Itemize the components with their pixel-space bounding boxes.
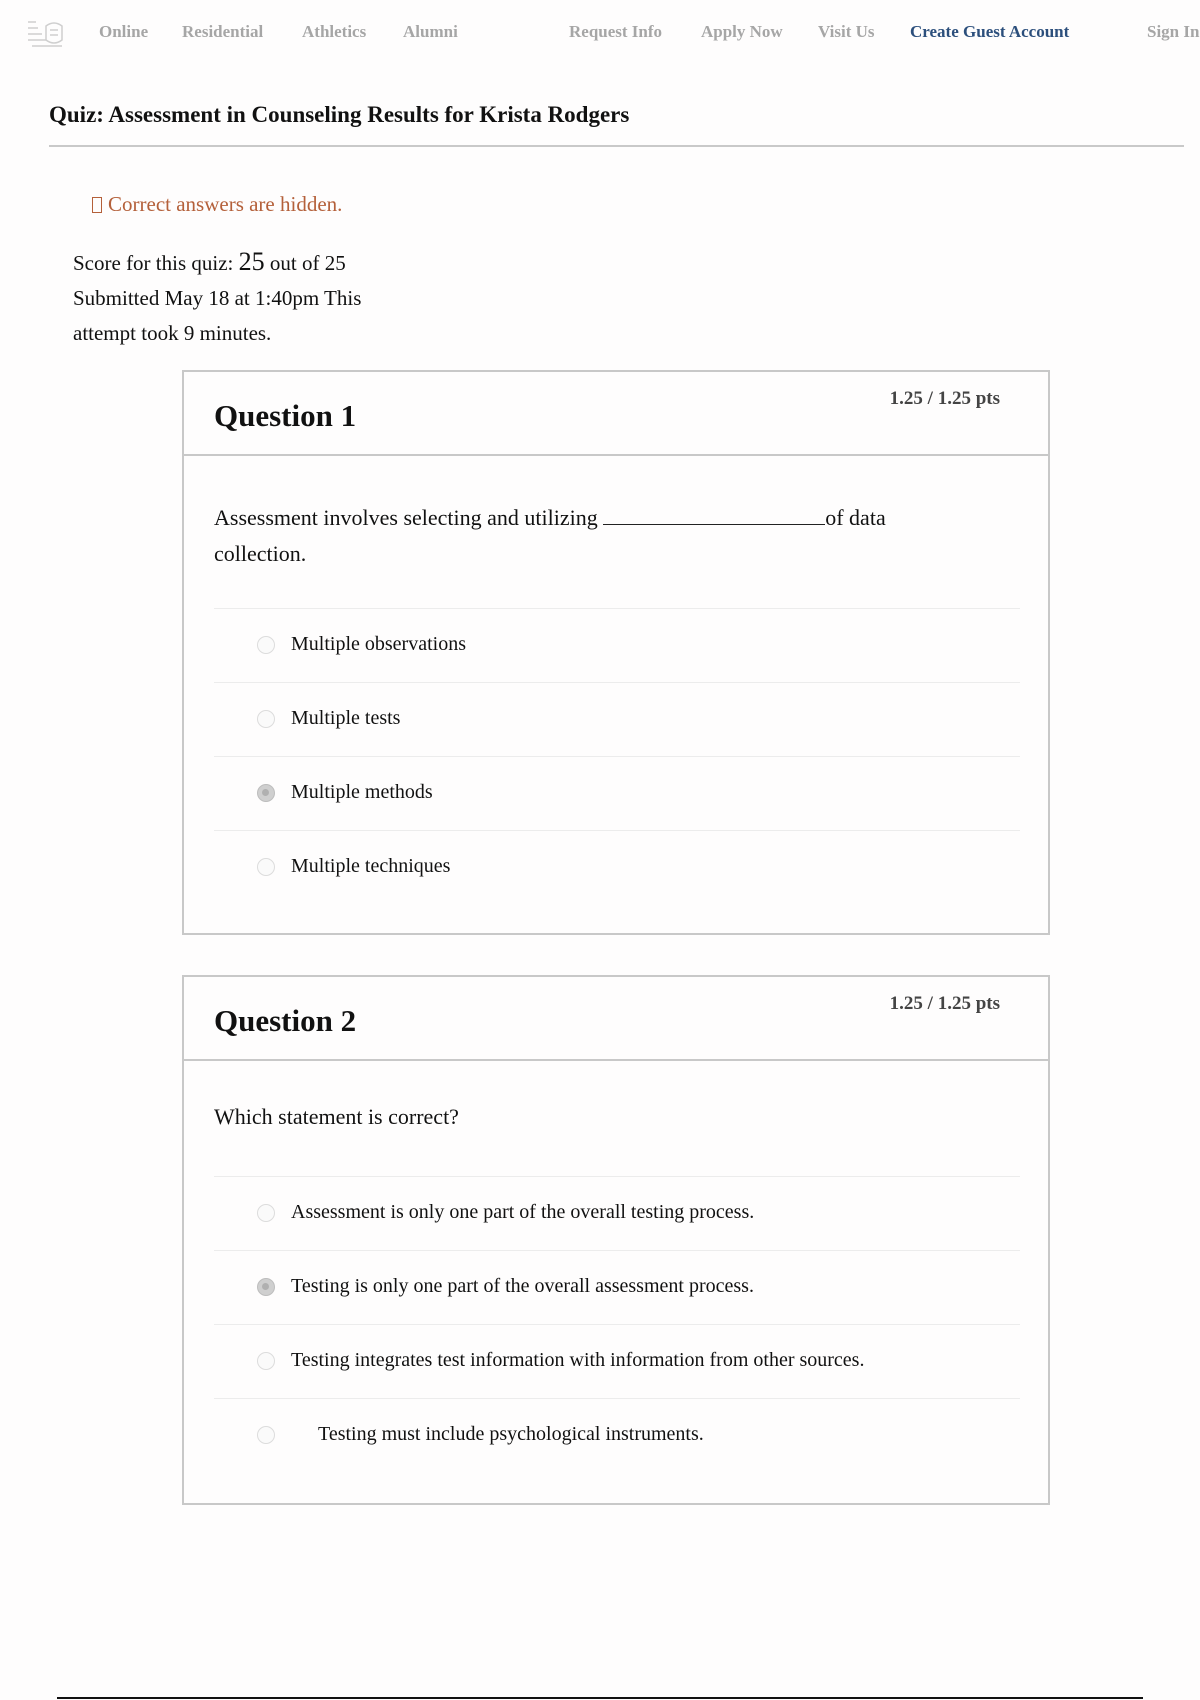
nav-online[interactable]: Online (99, 22, 149, 41)
score-line (73, 244, 361, 281)
answer-list (214, 608, 1020, 904)
score-value: 25 (238, 247, 265, 276)
answer-option[interactable] (214, 1324, 1020, 1398)
answer-option-selected[interactable] (214, 756, 1020, 830)
title-divider (49, 145, 1184, 147)
answer-option[interactable] (214, 1176, 1020, 1250)
answer-option-selected[interactable] (214, 1250, 1020, 1324)
nav-visit-us[interactable]: Visit Us (818, 22, 875, 41)
nav-sign-in[interactable]: Sign In (1147, 22, 1200, 41)
quiz-score-summary (73, 244, 361, 351)
score-total: out of 25 (269, 251, 346, 275)
answer-option[interactable] (214, 830, 1020, 904)
fill-in-blank (603, 506, 825, 525)
nav-athletics[interactable]: Athletics (302, 22, 367, 41)
radio-button-selected[interactable] (257, 1278, 275, 1296)
question-text-part-3: collection. (214, 541, 307, 566)
radio-button[interactable] (257, 1352, 275, 1370)
question-header (184, 977, 1048, 1061)
submitted-line: Submitted May 18 at 1:40pm This (73, 286, 362, 310)
university-logo-icon[interactable] (24, 16, 70, 50)
question-text: Which statement is correct? (214, 1104, 459, 1129)
radio-button[interactable] (257, 1426, 275, 1444)
question-text-part-1: Assessment involves selecting and utilizing (214, 505, 598, 530)
notice-text: Correct answers are hidden. (108, 192, 343, 216)
nav-apply-now[interactable]: Apply Now (701, 22, 783, 41)
answer-option[interactable] (214, 682, 1020, 756)
answer-option[interactable] (214, 608, 1020, 682)
attempt-duration-line: attempt took 9 minutes. (73, 321, 272, 345)
question-header (184, 372, 1048, 456)
question-text (214, 500, 886, 572)
nav-create-guest-account[interactable]: Create Guest Account (910, 22, 1070, 41)
correct-answers-hidden-notice (92, 192, 342, 217)
answer-label: Testing integrates test information with information from other sources. (291, 1349, 865, 1371)
question-text-part-2: of data (825, 505, 886, 530)
page-title: Quiz: Assessment in Counseling Results for Krista Rodgers (49, 102, 630, 127)
answer-list (214, 1176, 1020, 1472)
answer-label: Multiple techniques (291, 855, 451, 877)
answer-label: Multiple observations (291, 633, 466, 655)
radio-button-selected[interactable] (257, 784, 275, 802)
answer-option[interactable] (214, 1398, 1020, 1472)
nav-request-info[interactable]: Request Info (569, 22, 663, 41)
question-title: Question 1 (214, 398, 357, 433)
nav-residential[interactable]: Residential (182, 22, 264, 41)
answer-label: Multiple tests (291, 707, 401, 729)
question-title: Question 2 (214, 1003, 357, 1038)
radio-button[interactable] (257, 1204, 275, 1222)
answer-label: Testing must include psychological instruments. (318, 1423, 704, 1445)
answer-label: Assessment is only one part of the overall testing process. (291, 1201, 755, 1223)
question-card-2 (182, 975, 1050, 1505)
radio-button[interactable] (257, 636, 275, 654)
radio-button[interactable] (257, 710, 275, 728)
radio-button[interactable] (257, 858, 275, 876)
page-bottom-divider (57, 1697, 1143, 1699)
answer-label: Multiple methods (291, 781, 433, 803)
question-card-1 (182, 370, 1050, 935)
answer-label: Testing is only one part of the overall assessment process. (291, 1275, 754, 1297)
warning-icon (92, 197, 102, 213)
score-label: Score for this quiz: (73, 251, 234, 275)
top-navigation (0, 0, 1200, 66)
question-points: 1.25 / 1.25 pts (889, 993, 1000, 1014)
nav-alumni[interactable]: Alumni (403, 22, 458, 41)
question-points: 1.25 / 1.25 pts (889, 388, 1000, 409)
